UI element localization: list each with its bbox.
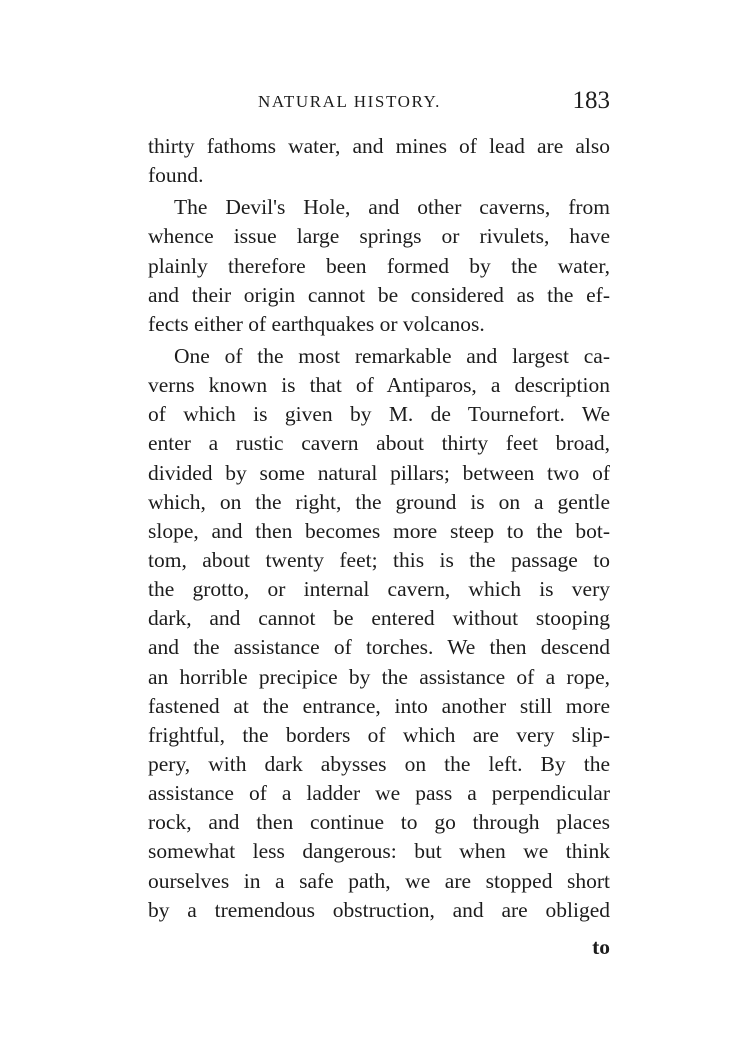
text-line: and their origin cannot be considered as the ef- [148, 282, 610, 307]
text-line: found. [148, 163, 204, 188]
text-line: frightful, the borders of which are very slip- [148, 722, 610, 747]
text-line: fastened at the entrance, into another still more [148, 693, 610, 718]
text-line: dark, and cannot be entered without stooping [148, 606, 610, 631]
text-line: an horrible precipice by the assistance of a rope, [148, 664, 610, 689]
text-line: by a tremendous obstruction, and are obliged [148, 897, 610, 922]
text-line: slope, and then becomes more steep to the bot- [148, 518, 610, 543]
running-head [148, 87, 610, 120]
text-line: plainly therefore been formed by the water, [148, 253, 610, 278]
text-line: pery, with dark abysses on the left. By the [148, 751, 610, 776]
paragraph [148, 132, 610, 190]
text-line: somewhat less dangerous: but when we think [148, 839, 610, 864]
text-line: ourselves in a safe path, we are stopped short [148, 868, 610, 893]
page-number: 183 [572, 87, 610, 114]
text-line: verns known is that of Antiparos, a description [148, 373, 610, 398]
text-line: divided by some natural pillars; between two of [148, 460, 610, 485]
text-line: thirty fathoms water, and mines of lead are also [148, 134, 610, 158]
running-title: NATURAL HISTORY. [258, 92, 442, 111]
catchword: to [592, 935, 610, 959]
text-line: tom, about twenty feet; this is the passage to [148, 547, 610, 572]
text-line: of which is given by M. de Tournefort. We [148, 402, 610, 427]
text-line: enter a rustic cavern about thirty feet broad, [148, 431, 610, 456]
text-line: assistance of a ladder we pass a perpendicular [148, 781, 610, 806]
body-text [148, 132, 610, 928]
text-line: which, on the right, the ground is on a gentle [148, 489, 610, 514]
text-line: fects either of earthquakes or volcanos. [148, 311, 485, 336]
text-line: whence issue large springs or rivulets, have [148, 224, 610, 249]
text-line: and the assistance of torches. We then descend [148, 635, 610, 660]
text-line: One of the most remarkable and largest ca- [174, 343, 610, 368]
text-line: rock, and then continue to go through places [148, 810, 610, 835]
paragraph [148, 342, 610, 925]
paragraph [148, 193, 610, 339]
text-line: the grotto, or internal cavern, which is very [148, 577, 610, 602]
text-line: The Devil's Hole, and other caverns, from [174, 195, 610, 220]
